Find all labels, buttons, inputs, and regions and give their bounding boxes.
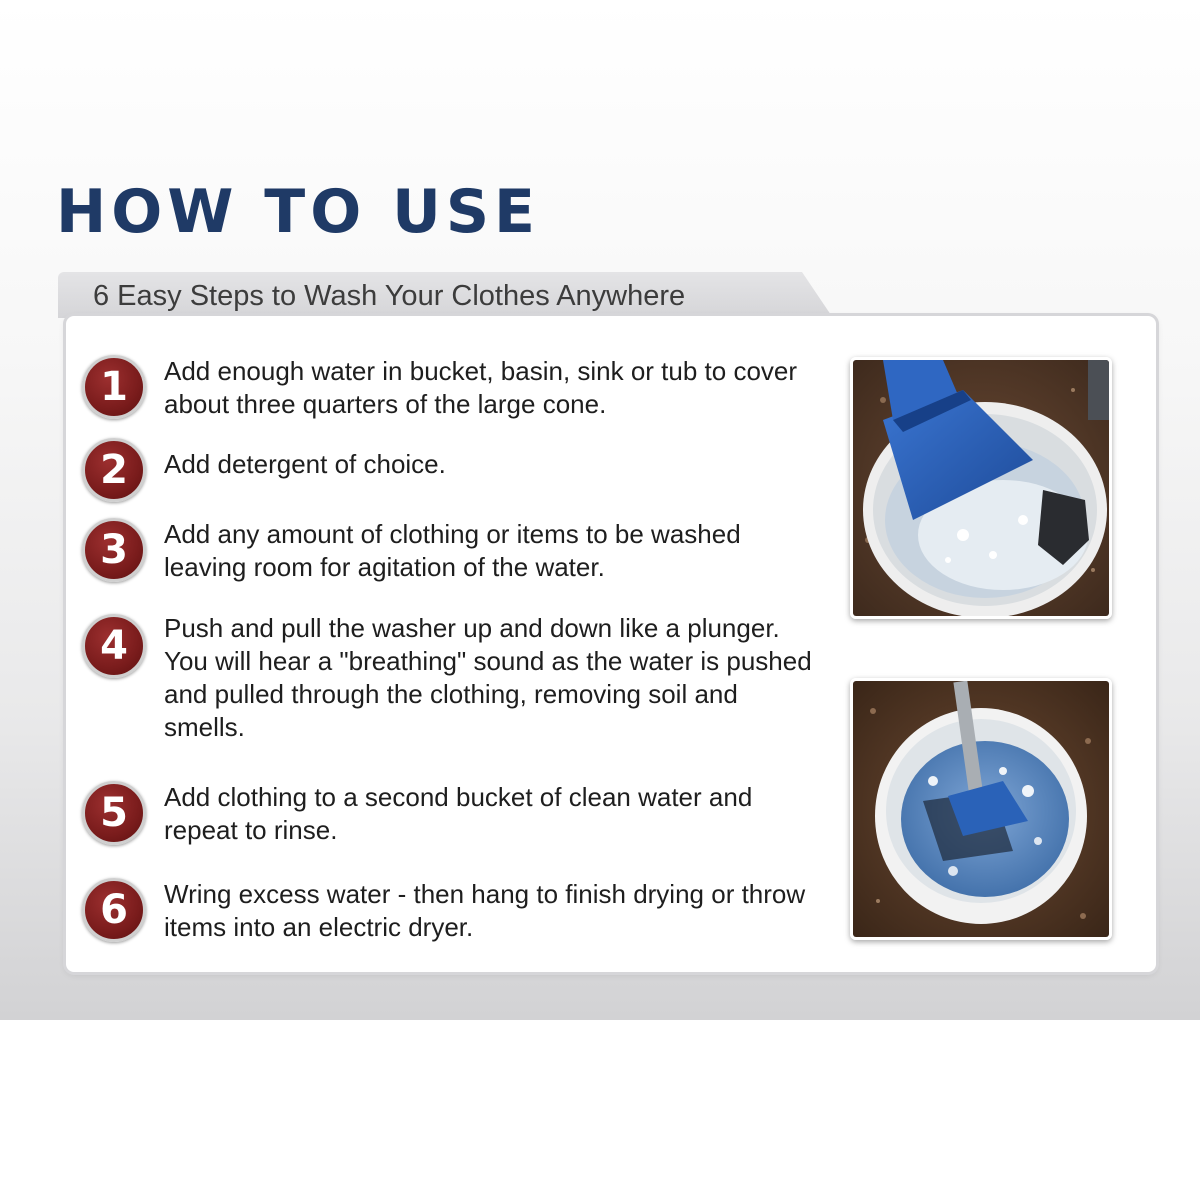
plunging-illustration [853,681,1109,937]
step-3 [82,518,819,584]
step-5 [82,781,819,847]
subtitle-label: 6 Easy Steps to Wash Your Clothes Anywhere [93,280,686,312]
page-title: HOW TO USE [56,177,541,247]
step-1 [82,355,819,421]
photo-washer-in-bucket [850,357,1112,619]
step-number-badge: 1 [82,355,146,419]
step-text: Add any amount of clothing or items to be washed leaving room for agitation of the water. [164,519,741,582]
step-number-badge: 3 [82,518,146,582]
step-text: Add clothing to a second bucket of clean water and repeat to rinse. [164,782,753,845]
photo-plunging-in-bucket [850,678,1112,940]
step-6 [82,878,819,944]
step-number-badge: 6 [82,878,146,942]
step-4 [82,614,819,744]
step-number-badge: 5 [82,781,146,845]
step-text: Add enough water in bucket, basin, sink or tub to cover about three quarters of the large cone. [164,356,798,419]
step-text: Wring excess water - then hang to finish drying or throw items into an electric dryer. [164,879,806,942]
step-2 [82,438,819,502]
step-text: Add detergent of choice. [164,449,446,479]
step-number-badge: 4 [82,614,146,678]
step-number-badge: 2 [82,438,146,502]
bucket-washer-illustration [853,360,1109,616]
step-text: Push and pull the washer up and down like a plunger. You will hear a "breathing" sound as the water is pushed and pulled through the clothing, removing soil and smells. [164,613,812,742]
